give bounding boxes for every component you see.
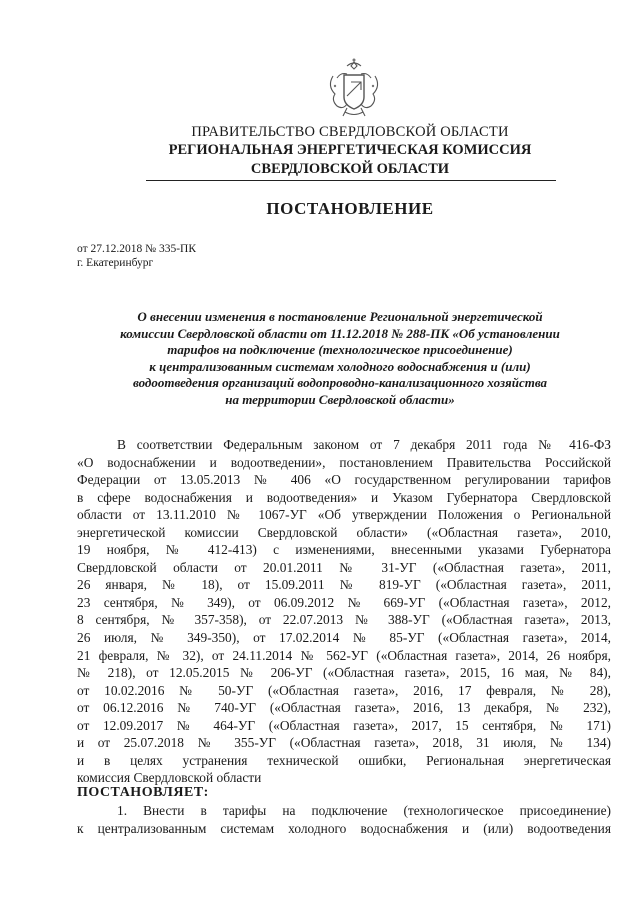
coat-of-arms-emblem	[325, 56, 383, 120]
document-city: г. Екатеринбург	[77, 257, 154, 269]
title-line: О внесении изменения в постановление Региональной энергетической	[137, 309, 543, 324]
commission-name: РЕГИОНАЛЬНАЯ ЭНЕРГЕТИЧЕСКАЯ КОМИССИЯ	[168, 142, 532, 158]
title-line: на территории Свердловской области»	[225, 391, 455, 407]
preamble-line: 26 июля, № 349-350), от 17.02.2014 № 85-УГ («Областная газета», 2014,	[77, 630, 611, 646]
document-type-heading: ПОСТАНОВЛЕНИЕ	[266, 199, 434, 218]
preamble-line: 21 февраля, № 32), от 24.11.2014 № 562-УГ («Областная газета», 2014, 26 ноября,	[77, 647, 611, 663]
preamble-line: от 12.09.2017 № 464-УГ («Областная газета», 2017, 15 сентября, № 171)	[77, 717, 611, 733]
item-line: 1. Внести в тарифы на подключение (технологическое присоединение)	[117, 803, 611, 818]
item-line: к централизованным системам холодного водоснабжения и (или) водоотведения	[77, 820, 611, 836]
preamble-line: от 06.12.2016 № 740-УГ («Областная газета», 2016, 13 декабря, № 232),	[77, 700, 611, 716]
title-line: к централизованным системам холодного водоснабжения и (или)	[149, 358, 531, 374]
document-title	[90, 309, 590, 408]
preamble-line: 8 сентября, № 357-358), от 22.07.2013 № 388-УГ («Областная газета», 2013,	[77, 612, 611, 628]
preamble-line: и в целях устранения технической ошибки, Региональная энергетическая	[77, 752, 611, 768]
resolves-heading: ПОСТАНОВЛЯЕТ:	[77, 785, 209, 800]
preamble-line: области от 13.11.2010 № 1067-УГ «Об утверждении Положения о Региональной	[77, 507, 611, 523]
resolution-item-1	[77, 802, 611, 837]
government-name: ПРАВИТЕЛЬСТВО СВЕРДЛОВСКОЙ ОБЛАСТИ	[191, 124, 509, 140]
preamble-line: Свердловской области от 20.01.2011 № 31-УГ («Областная газета», 2011,	[77, 559, 611, 575]
preamble-line: в сфере водоснабжения и водоотведения» и Указом Губернатора Свердловской	[77, 489, 611, 505]
title-line: тарифов на подключение (технологическое присоединение)	[167, 342, 513, 357]
preamble-line: В соответствии Федеральным законом от 7 декабря 2011 года № 416-ФЗ	[117, 437, 611, 452]
preamble-line: «О водоснабжении и водоотведении», постановлением Правительства Российской	[77, 454, 611, 470]
preamble-line: 26 января, № 18), от 15.09.2011 № 819-УГ («Областная газета», 2011,	[77, 577, 611, 593]
preamble-paragraph	[77, 436, 611, 787]
preamble-line: энергетической комиссии Свердловской области» («Областная газета», 2010,	[77, 524, 611, 540]
preamble-line: Федерации от 13.05.2013 № 406 «О государственном регулировании тарифов	[77, 472, 611, 488]
preamble-line: комиссия Свердловской области	[77, 770, 262, 786]
header-divider	[146, 180, 556, 181]
preamble-line: 19 ноября, № 412-413) с изменениями, внесенными указами Губернатора	[77, 542, 611, 558]
preamble-line: № 218), от 12.05.2015 № 206-УГ («Областная газета», 2015, 16 мая, № 84),	[77, 665, 611, 681]
document-date-number: от 27.12.2018 № 335-ПК	[77, 243, 197, 255]
commission-region: СВЕРДЛОВСКОЙ ОБЛАСТИ	[250, 161, 450, 177]
preamble-line: и от 25.07.2018 № 355-УГ («Областная газета», 2018, 31 июля, № 134)	[77, 735, 611, 751]
preamble-line: от 10.02.2016 № 50-УГ («Областная газета», 2016, 17 февраля, № 28),	[77, 682, 611, 698]
title-line: комиссии Свердловской области от 11.12.2018 № 288-ПК «Об установлении	[120, 325, 560, 341]
title-line: водоотведения организаций водопроводно-канализационного хозяйства	[132, 375, 548, 390]
preamble-line: 23 сентября, № 349), от 06.09.2012 № 669-УГ («Областная газета», 2012,	[77, 594, 611, 610]
